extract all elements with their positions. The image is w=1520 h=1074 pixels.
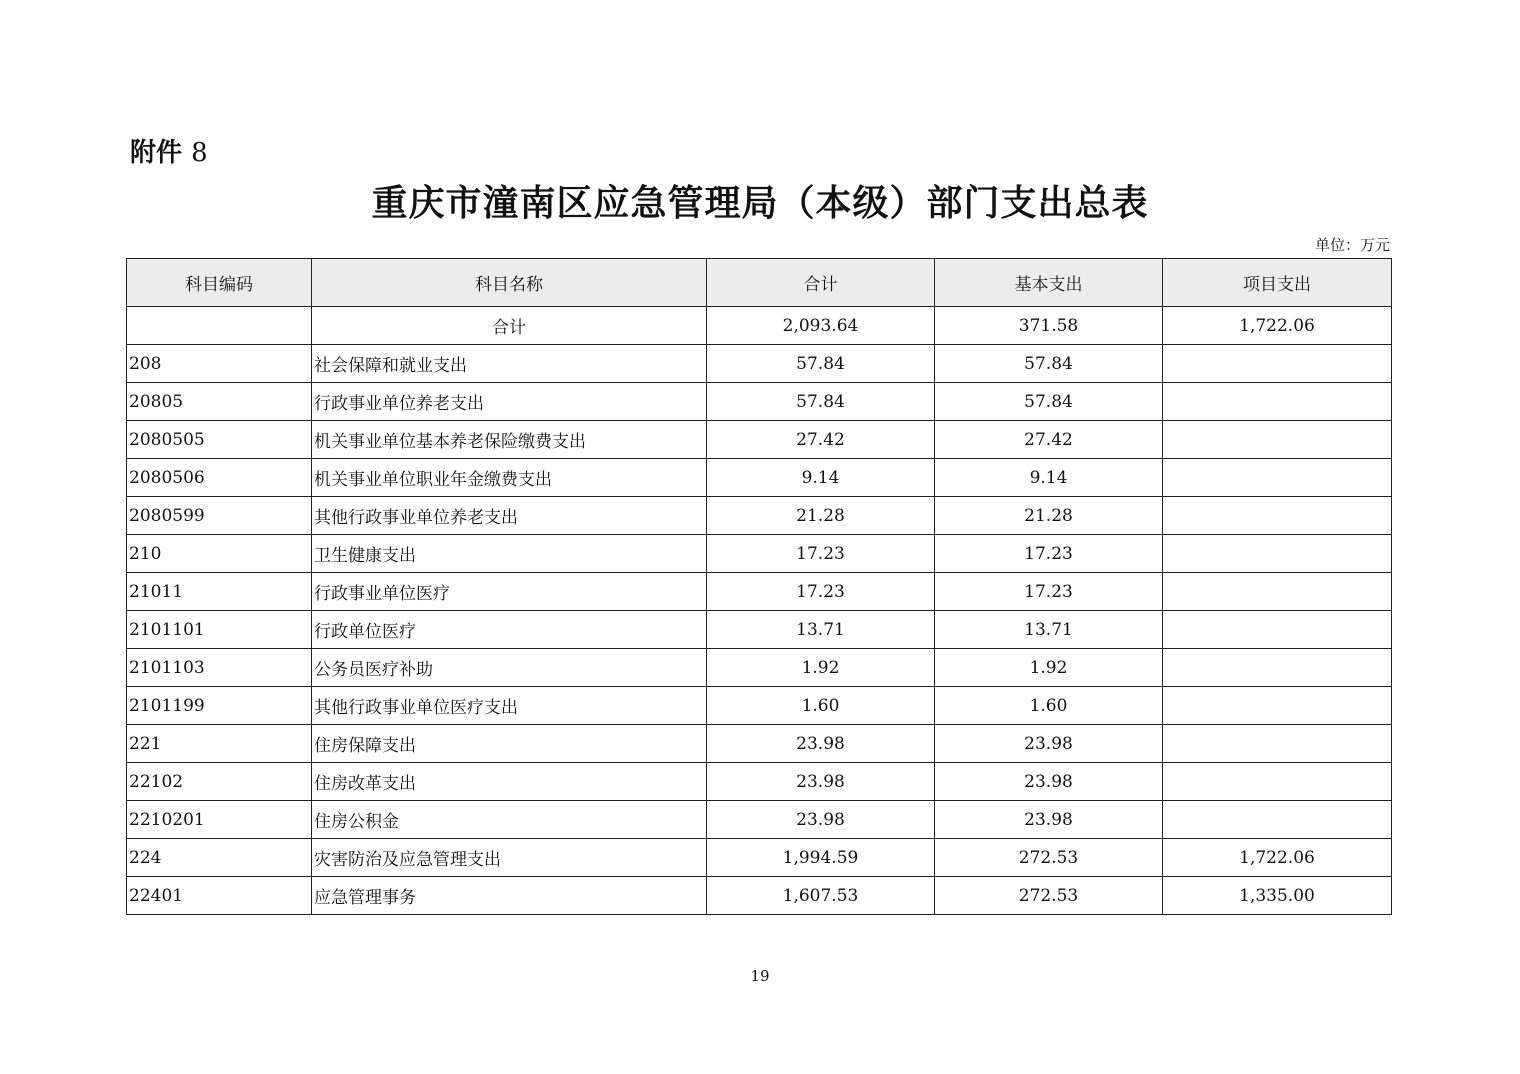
row-total: 23.98 (707, 763, 935, 801)
row-basic: 272.53 (935, 839, 1163, 877)
row-code: 2101101 (127, 611, 312, 649)
row-code: 20805 (127, 383, 312, 421)
row-basic: 23.98 (935, 725, 1163, 763)
row-basic: 1.60 (935, 687, 1163, 725)
row-project (1163, 497, 1392, 535)
row-total: 1.60 (707, 687, 935, 725)
row-total: 57.84 (707, 383, 935, 421)
table-row (127, 801, 1392, 839)
row-code: 2101199 (127, 687, 312, 725)
row-total: 17.23 (707, 573, 935, 611)
row-name: 住房改革支出 (312, 763, 707, 801)
row-name: 灾害防治及应急管理支出 (312, 839, 707, 877)
row-project (1163, 687, 1392, 725)
row-project (1163, 459, 1392, 497)
row-total: 27.42 (707, 421, 935, 459)
row-name: 行政事业单位医疗 (312, 573, 707, 611)
row-name: 行政单位医疗 (312, 611, 707, 649)
row-total: 57.84 (707, 345, 935, 383)
total-name: 合计 (312, 307, 707, 345)
row-basic: 27.42 (935, 421, 1163, 459)
row-project (1163, 725, 1392, 763)
row-basic: 23.98 (935, 763, 1163, 801)
row-name: 机关事业单位基本养老保险缴费支出 (312, 421, 707, 459)
row-basic: 272.53 (935, 877, 1163, 915)
row-basic: 23.98 (935, 801, 1163, 839)
row-basic: 9.14 (935, 459, 1163, 497)
page-number: 19 (750, 967, 770, 985)
row-project (1163, 383, 1392, 421)
total-code (127, 307, 312, 345)
table-row (127, 877, 1392, 915)
table-row (127, 535, 1392, 573)
table-row (127, 573, 1392, 611)
row-total: 23.98 (707, 801, 935, 839)
row-project (1163, 801, 1392, 839)
header-total: 合计 (707, 259, 935, 307)
row-basic: 1.92 (935, 649, 1163, 687)
row-basic: 17.23 (935, 535, 1163, 573)
row-code: 210 (127, 535, 312, 573)
row-name: 住房公积金 (312, 801, 707, 839)
total-total: 2,093.64 (707, 307, 935, 345)
row-basic: 17.23 (935, 573, 1163, 611)
row-total: 21.28 (707, 497, 935, 535)
table-row (127, 763, 1392, 801)
row-project (1163, 611, 1392, 649)
attachment-text: 附件 (130, 138, 183, 168)
table-row (127, 345, 1392, 383)
table-row (127, 459, 1392, 497)
header-row (127, 259, 1392, 307)
row-name: 其他行政事业单位医疗支出 (312, 687, 707, 725)
attachment-number: 8 (191, 138, 208, 168)
row-name: 应急管理事务 (312, 877, 707, 915)
total-basic: 371.58 (935, 307, 1163, 345)
table-row (127, 839, 1392, 877)
total-row (127, 307, 1392, 345)
row-total: 17.23 (707, 535, 935, 573)
row-code: 221 (127, 725, 312, 763)
row-name: 行政事业单位养老支出 (312, 383, 707, 421)
row-code: 2080505 (127, 421, 312, 459)
table-row (127, 687, 1392, 725)
row-name: 社会保障和就业支出 (312, 345, 707, 383)
header-code: 科目编码 (127, 259, 312, 307)
row-basic: 57.84 (935, 345, 1163, 383)
row-code: 22102 (127, 763, 312, 801)
row-project (1163, 573, 1392, 611)
row-project (1163, 535, 1392, 573)
row-project (1163, 345, 1392, 383)
row-project (1163, 649, 1392, 687)
row-total: 1,607.53 (707, 877, 935, 915)
row-project (1163, 421, 1392, 459)
row-code: 2080506 (127, 459, 312, 497)
header-basic: 基本支出 (935, 259, 1163, 307)
table-body (127, 307, 1392, 915)
page-title: 重庆市潼南区应急管理局（本级）部门支出总表 (371, 182, 1149, 224)
row-total: 23.98 (707, 725, 935, 763)
row-code: 224 (127, 839, 312, 877)
row-code: 21011 (127, 573, 312, 611)
row-code: 2080599 (127, 497, 312, 535)
row-code: 208 (127, 345, 312, 383)
table-row (127, 725, 1392, 763)
row-name: 住房保障支出 (312, 725, 707, 763)
attachment-label (130, 132, 208, 169)
row-basic: 57.84 (935, 383, 1163, 421)
total-project: 1,722.06 (1163, 307, 1392, 345)
table-row (127, 649, 1392, 687)
table-row (127, 421, 1392, 459)
table-row (127, 497, 1392, 535)
row-basic: 21.28 (935, 497, 1163, 535)
row-name: 其他行政事业单位养老支出 (312, 497, 707, 535)
row-name: 机关事业单位职业年金缴费支出 (312, 459, 707, 497)
row-code: 2101103 (127, 649, 312, 687)
row-project: 1,722.06 (1163, 839, 1392, 877)
unit-label: 单位：万元 (1314, 236, 1390, 254)
row-code: 2210201 (127, 801, 312, 839)
row-name: 公务员医疗补助 (312, 649, 707, 687)
row-name: 卫生健康支出 (312, 535, 707, 573)
table-row (127, 611, 1392, 649)
expenditure-table (126, 258, 1392, 915)
row-total: 13.71 (707, 611, 935, 649)
row-code: 22401 (127, 877, 312, 915)
header-name: 科目名称 (312, 259, 707, 307)
row-total: 1,994.59 (707, 839, 935, 877)
row-project (1163, 763, 1392, 801)
row-total: 1.92 (707, 649, 935, 687)
table-row (127, 383, 1392, 421)
header-project: 项目支出 (1163, 259, 1392, 307)
row-project: 1,335.00 (1163, 877, 1392, 915)
row-basic: 13.71 (935, 611, 1163, 649)
table-header (127, 259, 1392, 307)
row-total: 9.14 (707, 459, 935, 497)
